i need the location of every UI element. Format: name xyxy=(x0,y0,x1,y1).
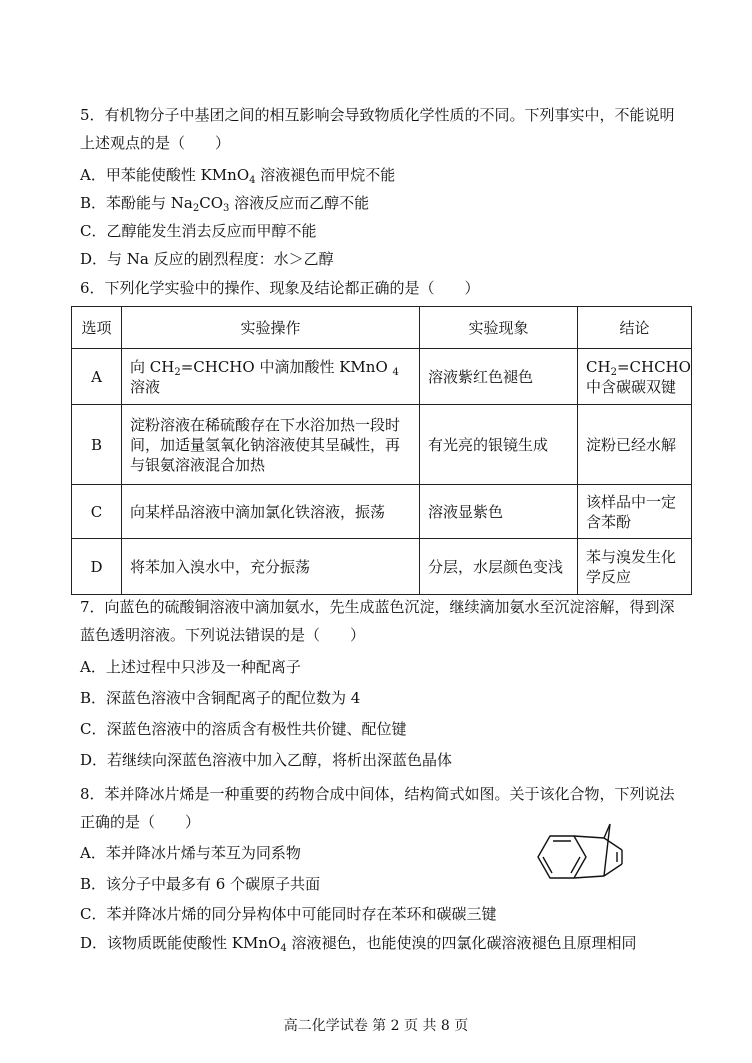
header-operation: 实验操作 xyxy=(122,307,420,349)
q7-option-b: B．深蓝色溶液中含铜配离子的配位数为 4 xyxy=(80,689,361,707)
table-row xyxy=(72,485,692,539)
table-row xyxy=(72,349,692,405)
row-phenomenon: 分层，水层颜色变浅 xyxy=(420,539,578,595)
q6-table xyxy=(71,306,692,595)
page-footer: 高二化学试卷 第 2 页 共 8 页 xyxy=(283,1018,469,1034)
q8-option-c: C．苯并降冰片烯的同分异构体中可能同时存在苯环和碳碳三键 xyxy=(80,905,497,923)
q5-option-c: C．乙醇能发生消去反应而甲醇不能 xyxy=(80,222,317,240)
header-option: 选项 xyxy=(72,307,122,349)
row-conclusion: $CH_2=CHCHO$ 中含碳碳双键 xyxy=(578,349,692,405)
q7-stem-line2: 蓝色透明溶液。下列说法错误的是（ ） xyxy=(80,626,366,644)
q8-stem-line1: 8．苯并降冰片烯是一种重要的药物合成中间体，结构简式如图。关于该化合物，下列说法 xyxy=(80,785,675,803)
row-operation: 淀粉溶液在稀硫酸存在下水浴加热一段时 间，加适量氢氧化钠溶液使其呈碱性，再 与银氨溶液混合加热 xyxy=(122,405,420,485)
q5-option-d: D．与 Na 反应的剧烈程度：水＞乙醇 xyxy=(80,250,334,268)
row-conclusion: 淀粉已经水解 xyxy=(578,405,692,485)
header-conclusion: 结论 xyxy=(578,307,692,349)
row-phenomenon: 有光亮的银镜生成 xyxy=(420,405,578,485)
q8-option-d: D．该物质既能使酸性 KMnO$_4$ 溶液褪色，也能使溴的四氯化碳溶液褪色且原理相同 xyxy=(80,934,637,954)
row-conclusion: 该样品中一定 含苯酚 xyxy=(578,485,692,539)
row-operation: 向 $CH_2=CHCHO$ 中滴加酸性 KMnO $_4$溶液 xyxy=(122,349,420,405)
row-option: D xyxy=(72,539,122,595)
row-phenomenon: 溶液显紫色 xyxy=(420,485,578,539)
row-operation: 向某样品溶液中滴加氯化铁溶液，振荡 xyxy=(122,485,420,539)
row-phenomenon: 溶液紫红色褪色 xyxy=(420,349,578,405)
q7-stem-line1: 7．向蓝色的硫酸铜溶液中滴加氨水，先生成蓝色沉淀，继续滴加氨水至沉淀溶解，得到深 xyxy=(80,598,675,616)
benzene-ring xyxy=(538,836,586,878)
q6-stem: 6．下列化学实验中的操作、现象及结论都正确的是（ ） xyxy=(80,279,480,297)
q5-option-b: B．苯酚能与 $Na_2CO_3$ 溶液反应而乙醇不能 xyxy=(80,194,370,214)
row-conclusion: 苯与溴发生化 学反应 xyxy=(578,539,692,595)
table-row xyxy=(72,539,692,595)
q5-stem-line2: 上述观点的是（ ） xyxy=(80,134,231,152)
row-option: A xyxy=(72,349,122,405)
q8-stem-line2: 正确的是（ ） xyxy=(80,813,201,831)
q5-stem-line1: 5．有机物分子中基团之间的相互影响会导致物质化学性质的不同。下列事实中，不能说明 xyxy=(80,106,675,124)
table-row xyxy=(72,405,692,485)
table-header-row xyxy=(72,307,692,349)
q7-option-d: D．若继续向深蓝色溶液中加入乙醇，将析出深蓝色晶体 xyxy=(80,751,453,769)
row-operation: 将苯加入溴水中，充分振荡 xyxy=(122,539,420,595)
row-option: B xyxy=(72,405,122,485)
q8-option-b: B．该分子中最多有 6 个碳原子共面 xyxy=(80,875,321,893)
row-option: C xyxy=(72,485,122,539)
q7-option-c: C．深蓝色溶液中的溶质含有极性共价键、配位键 xyxy=(80,720,407,738)
benzonorbornene-structure xyxy=(530,820,665,895)
header-phenomenon: 实验现象 xyxy=(420,307,578,349)
q7-option-a: A．上述过程中只涉及一种配离子 xyxy=(80,658,301,676)
q8-option-a: A．苯并降冰片烯与苯互为同系物 xyxy=(80,844,301,862)
q5-option-a: A．甲苯能使酸性 KMnO$_4$ 溶液褪色而甲烷不能 xyxy=(80,166,396,186)
